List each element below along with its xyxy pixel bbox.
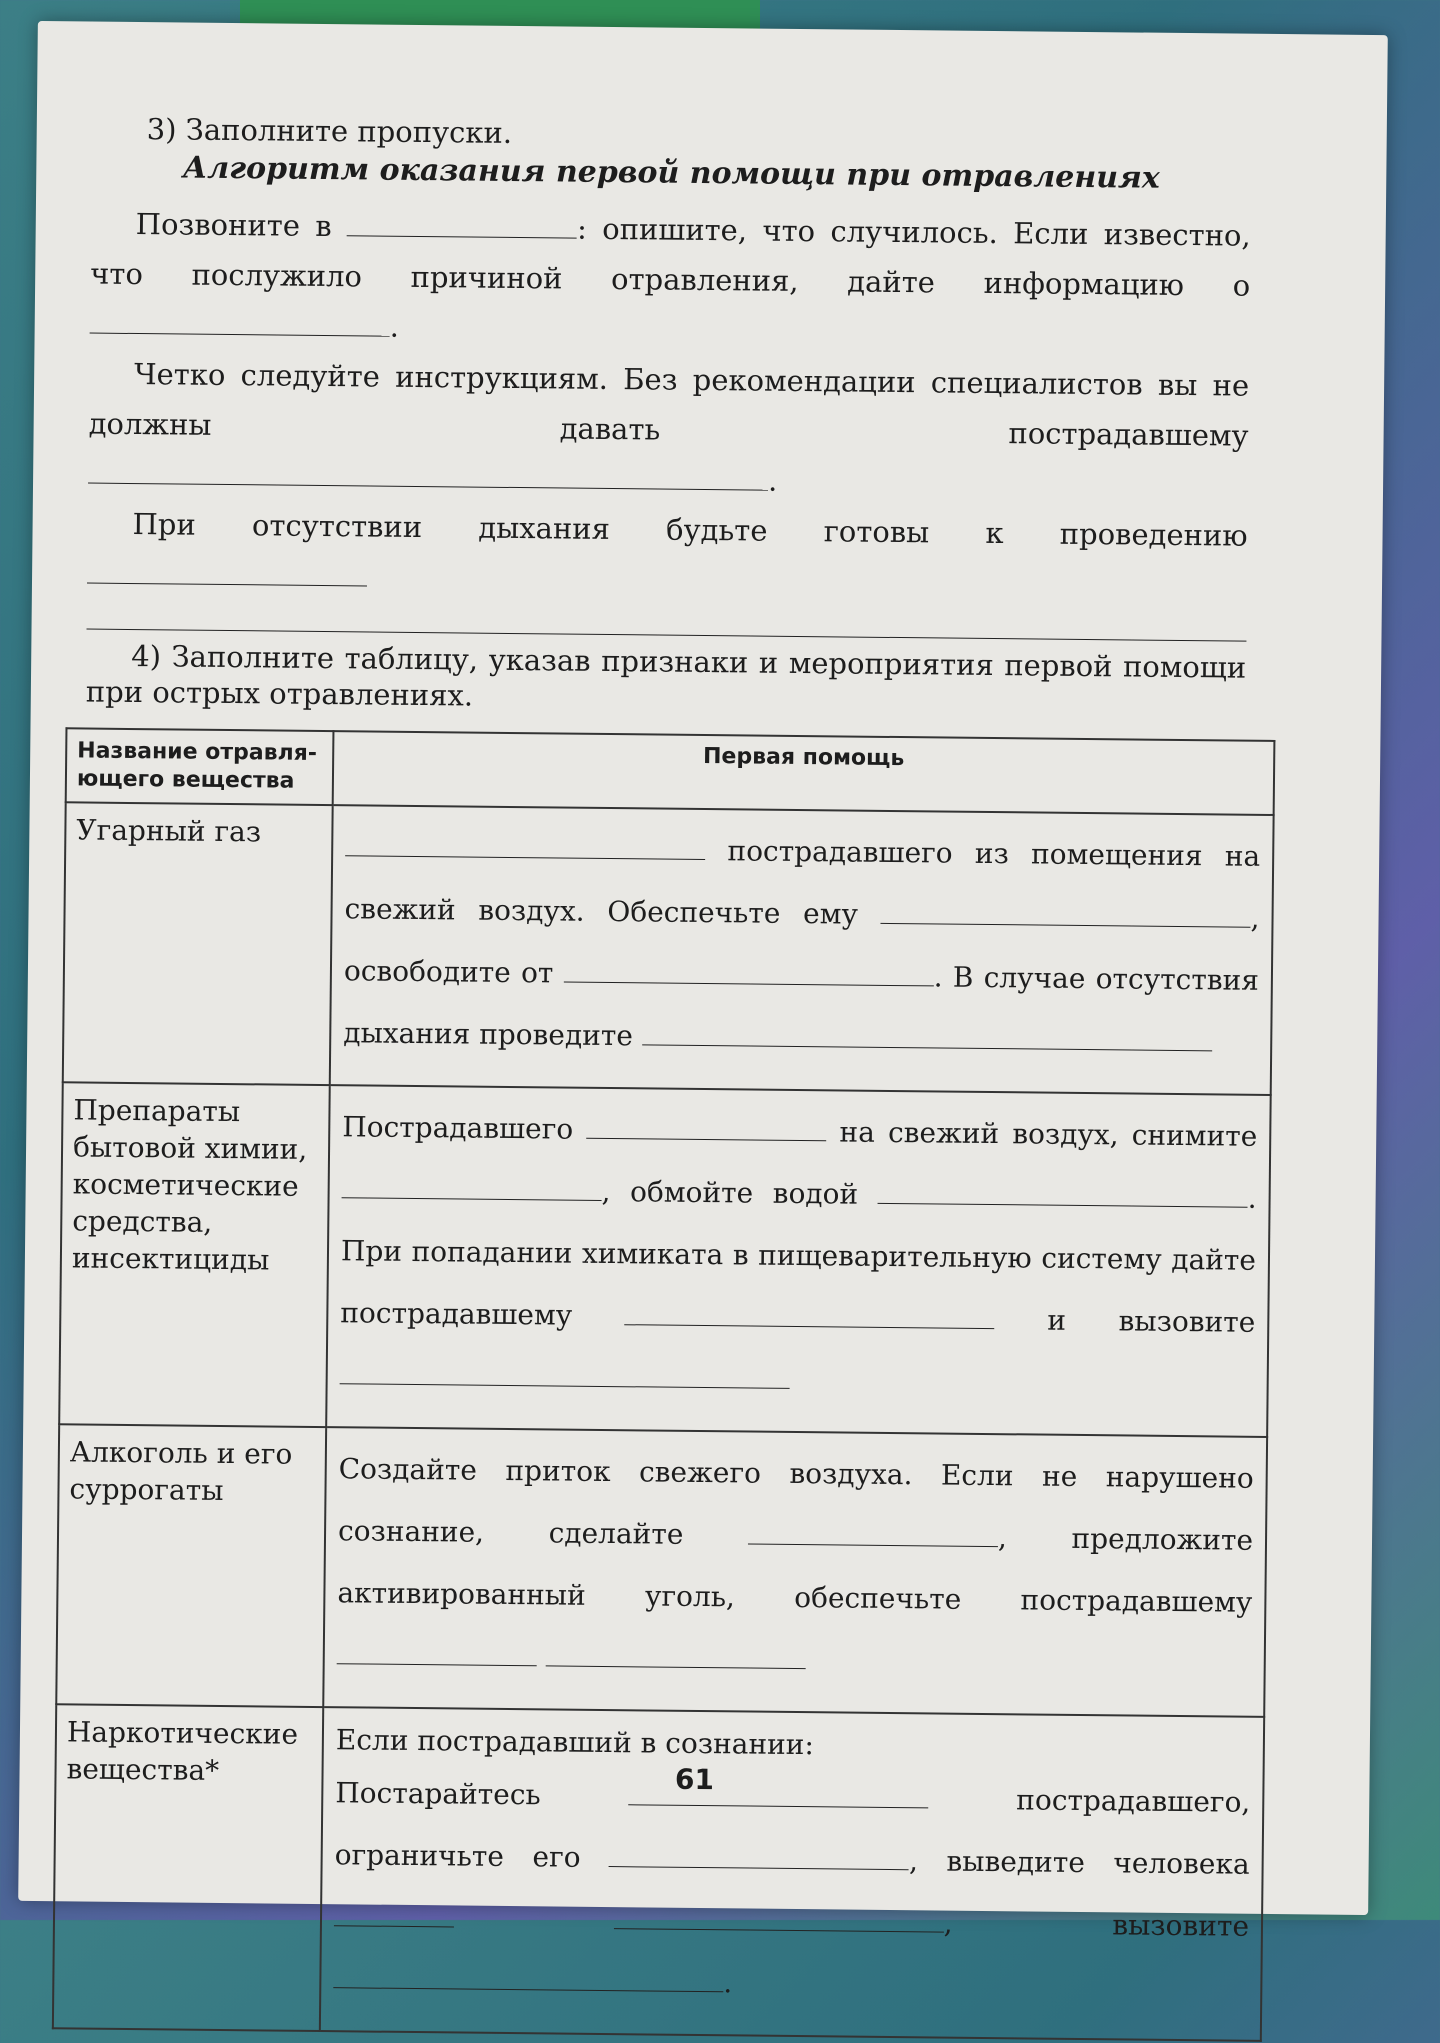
row4-text-1: Если пострадавший в сознании: (335, 1723, 815, 1762)
row1-text-3: освободите от (343, 954, 554, 990)
blank-call-number[interactable] (347, 209, 577, 238)
page-number: 61 (674, 1762, 715, 1797)
row4-text-6: . (723, 1966, 733, 2000)
row2-text-2: на свежий воздух, снимите (839, 1115, 1258, 1153)
blank-row3-1[interactable] (748, 1518, 998, 1548)
row2-text-5: и вызовите (1047, 1303, 1256, 1339)
task3-title: Алгоритм оказания первой помощи при отравлениях (182, 150, 1160, 196)
blank-row2-1[interactable] (586, 1112, 826, 1142)
page-content (66, 112, 1261, 2042)
task3-text-call: Позвоните в (135, 207, 332, 244)
first-aid-household-chemicals (326, 1085, 1271, 1437)
blank-row4-5[interactable] (333, 1961, 723, 1992)
task3-paragraph-2: Четко следуйте инструкциям. Без рекомендации специалистов вы не должны давать пострадавшему . (88, 357, 1250, 498)
task4-label: 4) Заполните таблицу, указав признаки и мероприятия первой помощи при острых отравлениях. (85, 638, 1247, 713)
task3-text-describe: : опишите, что случилось. Если известно, что послужило причиной отравления, дайте информацию о (90, 211, 1251, 303)
blank-row4-3[interactable] (334, 1899, 454, 1927)
substance-household-chemicals: Препараты бытовой химии, косметические средства, инсектициды (59, 1082, 330, 1427)
blank-row2-3[interactable] (878, 1177, 1248, 1208)
blank-row2-4[interactable] (625, 1298, 995, 1329)
column-header-substance: Название отравля-ющего вещества (66, 728, 334, 805)
table-header-row (66, 728, 1275, 815)
blank-row3-3[interactable] (546, 1639, 806, 1669)
blank-row3-2[interactable] (337, 1637, 537, 1666)
row4-text-5: , вызовите (943, 1906, 1250, 1943)
blank-row4-2[interactable] (609, 1840, 909, 1870)
row2-text-4: . При попадании химиката в пищеварительную систему дайте пострадавшему (340, 1181, 1257, 1332)
first-aid-narcotics (320, 1707, 1264, 2041)
blank-poison-info[interactable] (90, 307, 390, 337)
row4-text-3: пострадавшего, ограничьте его (334, 1783, 1251, 1874)
substance-alcohol: Алкоголь и его суррогаты (56, 1424, 326, 1707)
first-aid-carbon-monoxide (330, 805, 1274, 1095)
row1-text-2: , (1250, 901, 1260, 935)
substance-carbon-monoxide: Угарный газ (63, 802, 333, 1085)
task3-label: 3) Заполните пропуски. (146, 112, 513, 150)
table-row (53, 1704, 1264, 2041)
row1-text-4: . В случае отсутствия дыхания проведите (343, 960, 1260, 1053)
row4-text-2: Постарайтесь (335, 1776, 541, 1812)
substance-narcotics: Наркотические вещества* (53, 1704, 323, 2031)
blank-do-not-give[interactable] (88, 457, 768, 491)
row1-text-1: пострадавшего из помещения на свежий воздух. Обеспечьте ему (344, 834, 1261, 931)
row2-text-3: , обмойте водой (601, 1174, 859, 1211)
blank-row2-5[interactable] (340, 1357, 790, 1389)
blank-row1-1[interactable] (345, 829, 705, 860)
row3-text-2: , предложите активированный уголь, обеспечьте пострадавшему (337, 1521, 1254, 1619)
row2-text-1: Пострадавшего (342, 1110, 574, 1146)
blank-row2-2[interactable] (342, 1171, 602, 1201)
blank-row1-2[interactable] (881, 897, 1251, 928)
first-aid-alcohol (323, 1427, 1267, 1717)
table-row (63, 802, 1274, 1095)
first-aid-table (52, 727, 1276, 2042)
table-row (59, 1082, 1271, 1437)
column-header-first-aid: Первая помощь (333, 731, 1275, 815)
task3-paragraph-1: Позвоните в : опишите, что случилось. Если известно, что послужило причиной отравления, дайте информацию о . (90, 207, 1251, 344)
table-row (56, 1424, 1267, 1717)
row3-text-1: Создайте приток свежего воздуха. Если не нарушено сознание, сделайте (337, 1452, 1254, 1551)
row4-text-4: , выведите человека (908, 1844, 1250, 1881)
blank-procedure[interactable] (87, 557, 367, 587)
blank-row4-4[interactable] (614, 1902, 944, 1932)
blank-row1-3[interactable] (564, 956, 934, 987)
task3-paragraph-3 (87, 499, 1248, 611)
task3-text-instructions: Четко следуйте инструкциям. Без рекомендации специалистов вы не должны давать пострадавшему (88, 357, 1250, 453)
workbook-page (18, 21, 1388, 2000)
blank-row1-4[interactable] (642, 1018, 1212, 1051)
task3-text-breathing: При отсутствии дыхания будьте готовы к проведению (132, 507, 1248, 553)
